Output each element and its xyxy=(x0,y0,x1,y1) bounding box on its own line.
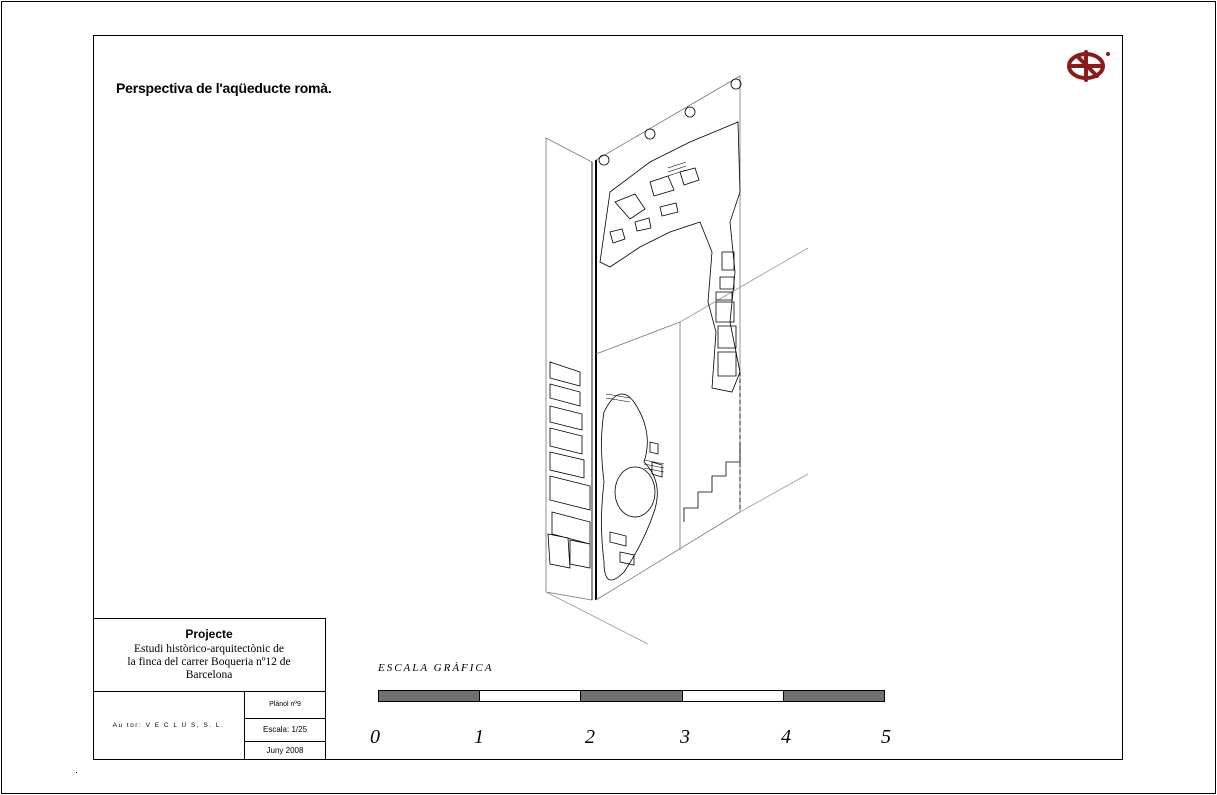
author-cell: Au tor: V E C L U S, S. L. xyxy=(93,692,245,760)
date-text: Juny 2008 xyxy=(266,746,304,755)
scale-segment xyxy=(784,691,884,701)
aqueduct-perspective-drawing xyxy=(540,72,820,652)
project-heading: Projecte xyxy=(185,627,233,641)
project-line-3: Barcelona xyxy=(185,669,233,681)
scale-number-2: 2 xyxy=(585,726,595,748)
title-block xyxy=(93,618,326,760)
scale-segment xyxy=(379,691,480,701)
scale-segment xyxy=(480,691,581,701)
scale-number-3: 3 xyxy=(680,726,690,748)
scale-label: ESCALA GRÀFICA xyxy=(378,662,494,674)
scale-bar xyxy=(378,690,885,702)
scale-segment xyxy=(581,691,682,701)
project-cell xyxy=(93,619,325,692)
scale-text: Escala: 1/25 xyxy=(245,719,325,742)
scale-number-0: 0 xyxy=(370,726,380,748)
project-line-2: la finca del carrer Boqueria nº12 de xyxy=(127,656,291,668)
scale-number-1: 1 xyxy=(474,726,484,748)
scale-segment xyxy=(683,691,784,701)
scale-number-5: 5 xyxy=(881,726,891,748)
institution-logo xyxy=(1063,44,1115,84)
project-line-1: Estudi històrico-arquitectònic de xyxy=(133,643,285,655)
project-description xyxy=(93,643,325,682)
scale-number-4: 4 xyxy=(781,726,791,748)
drawing-title: Perspectiva de l'aqüeducte romà. xyxy=(116,80,332,96)
stray-dot xyxy=(76,772,77,773)
plan-number: Plànol nº9 xyxy=(245,692,325,719)
